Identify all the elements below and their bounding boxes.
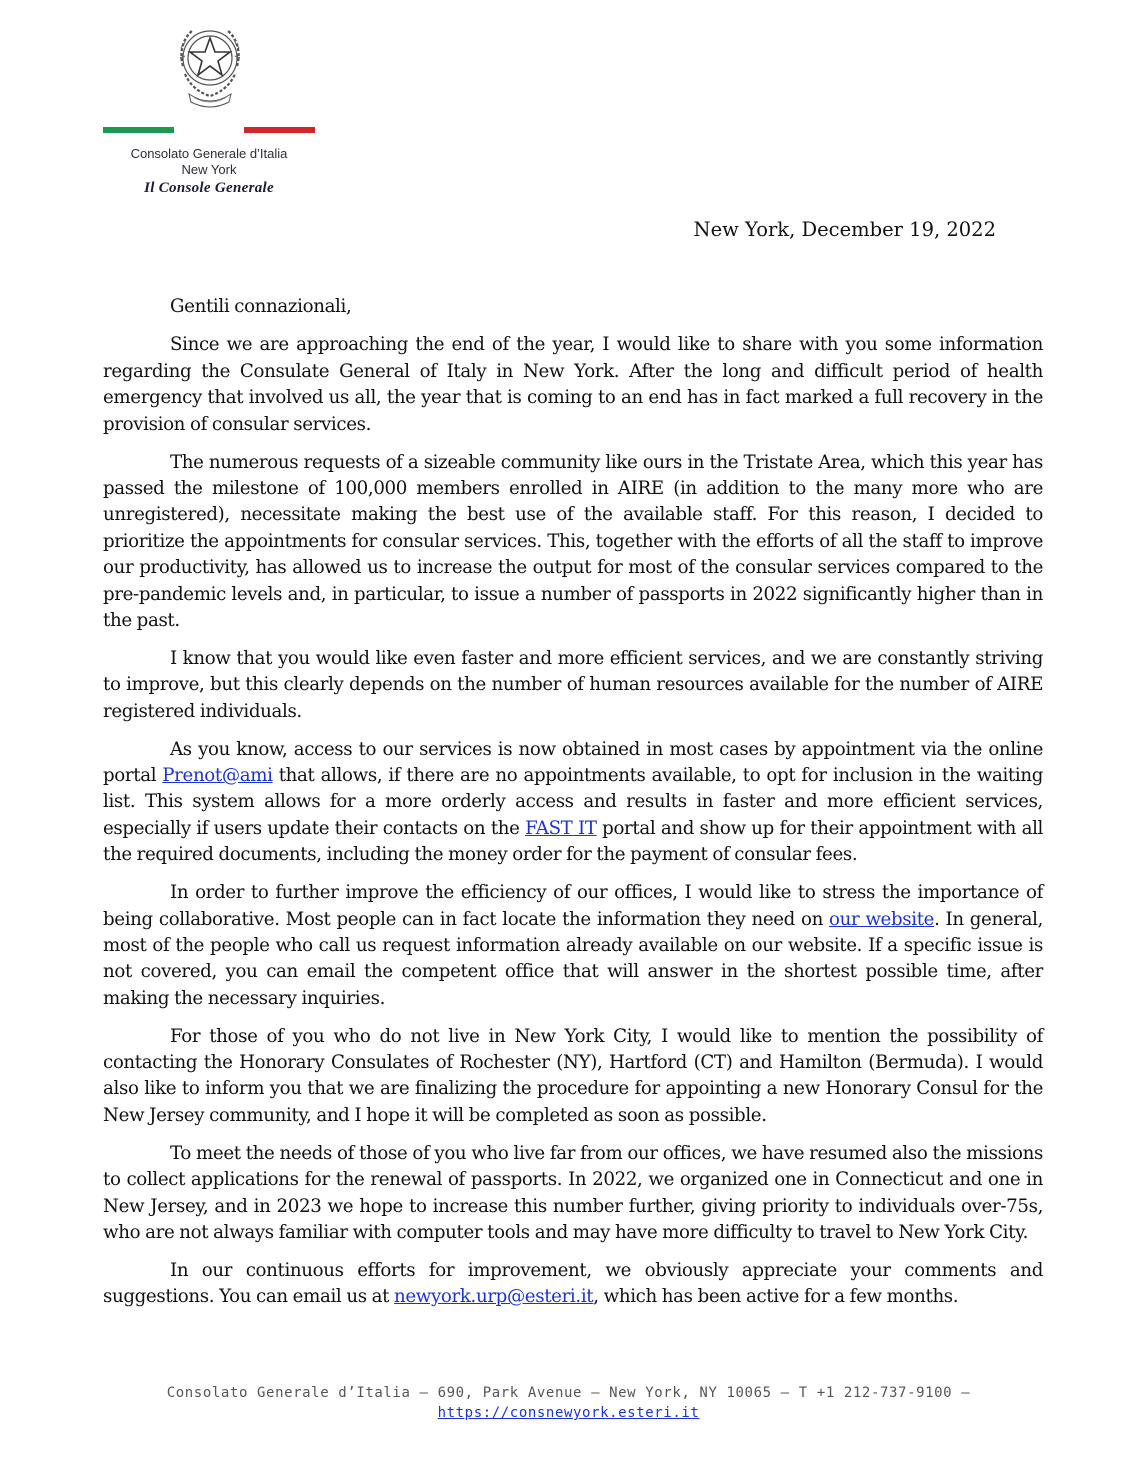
letter-body: [103, 294, 1043, 1322]
paragraph-4-text-c: portal and show up for their appointment with all the required documents, including the money order for the payment of consular fees.: [103, 817, 1043, 866]
paragraph-3: I know that you would like even faster and more efficient services, and we are constantly striving to improve, but this clearly depends on the number of human resources available for the number of AIRE registered individuals.: [103, 647, 1043, 722]
paragraph-1: Since we are approaching the end of the year, I would like to share with you some information regarding the Consulate General of Italy in New York. After the long and difficult period of health emergency that involved us all, the year that is coming to an end has in fact marked a full recovery in the provision of consular services.: [103, 334, 1043, 435]
paragraph-2: The numerous requests of a sizeable community like ours in the Tristate Area, which this year has passed the milestone of 100,000 members enrolled in AIRE (in addition to the many more who are unregistered), necessitate making the best use of the available staff. For this reason, I decided to prioritize the appointments for consular services. This, together with the efforts of all the staff to improve our productivity, has allowed us to increase the output for most of the consular services compared to the pre-pandemic levels and, in particular, to issue a number of passports in 2022 significantly higher than in the past.: [103, 451, 1043, 631]
fast-it-link[interactable]: FAST IT: [525, 817, 597, 839]
paragraph-8-text-b: , which has been active for a few months.: [593, 1286, 959, 1308]
paragraph-4: [103, 737, 1043, 869]
our-website-link[interactable]: our website: [828, 908, 935, 930]
flag-green-stripe: [103, 127, 174, 133]
consulate-name: Consolato Generale d’Italia: [130, 146, 288, 161]
prenotami-link[interactable]: Prenot@ami: [162, 765, 273, 786]
paragraph-5: [103, 880, 1043, 1012]
flag-white-stripe: [174, 127, 245, 133]
paragraph-4-text-b: that allows, if there are no appointments available, to opt for inclusion in the waiting list. This system allows for a more orderly access and results in faster and more efficient services, especially if users update their contacts on the: [103, 765, 1043, 839]
letterhead-text: [103, 146, 315, 198]
email-link[interactable]: newyork.urp@esteri.it: [394, 1286, 594, 1308]
paragraph-4-text-a: As you know, access to our services is now obtained in most cases by appointment via the online portal: [103, 738, 1043, 786]
page-footer: [0, 1383, 1137, 1423]
salutation: Gentili connazionali,: [170, 296, 352, 317]
paragraph-7: To meet the needs of those of you who live far from our offices, we have resumed also the missions to collect applications for the renewal of passports. In 2022, we organized one in Connecticut and one in New Jersey, and in 2023 we hope to increase this number further, giving priority to individuals over-75s, who are not always familiar with computer tools and may have more difficulty to travel to New York City.: [103, 1142, 1043, 1243]
paragraph-5-text-b: . In general, most of the people who call us request information already available on our website. If a specific issue is not covered, you can email the competent office that will answer in the shortest possible time, after making the necessary inquiries.: [103, 908, 1043, 1009]
flag-red-stripe: [244, 127, 315, 133]
paragraph-8: [103, 1258, 1043, 1311]
letter-date: New York, December 19, 2022: [693, 218, 996, 241]
paragraph-6: For those of you who do not live in New York City, I would like to mention the possibility of contacting the Honorary Consulates of Rochester (NY), Hartford (CT) and Hamilton (Bermuda). I would also like to inform you that we are finalizing the procedure for appointing a new Honorary Consul for the New Jersey community, and I hope it will be completed as soon as possible.: [103, 1025, 1043, 1126]
consulate-city: New York: [181, 162, 237, 177]
paragraph-5-text-a: In order to further improve the efficiency of our offices, I would like to stress the importance of being collaborative. Most people can in fact locate the information they need on: [103, 882, 1043, 930]
paragraph-8-text-a: In our continuous efforts for improvement, we obviously appreciate your comments and suggestions. You can email us at: [103, 1259, 1043, 1308]
footer-address: Consolato Generale d’Italia – 690, Park Avenue – New York, NY 10065 – T +1 212-737-9100 –: [166, 1385, 971, 1401]
italian-republic-emblem-icon: [169, 18, 251, 110]
consul-general-title: Il Console Generale: [144, 180, 274, 196]
footer-website-link[interactable]: https://consnewyork.esteri.it: [437, 1405, 700, 1421]
tricolor-bar: [103, 127, 315, 133]
